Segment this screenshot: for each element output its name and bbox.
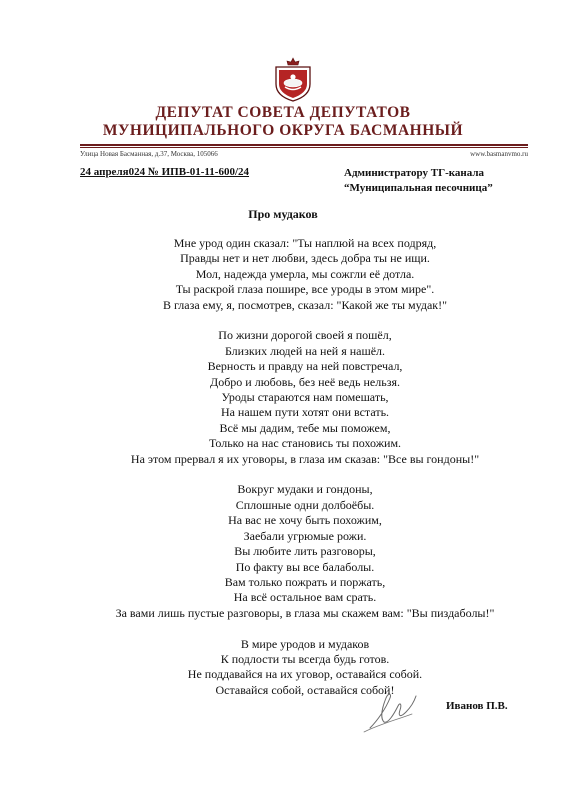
poem-stanza: [60, 637, 550, 699]
poem-stanza: [60, 236, 550, 313]
poem-line: Уроды стараются нам помешать,: [221, 390, 389, 405]
poem-line: Добро и любовь, без неё ведь нельзя.: [210, 374, 400, 389]
poem-line: На нашем пути хотят они встать.: [220, 405, 390, 420]
poem-stanza: [60, 482, 550, 621]
poem-line: В мире уродов и мудаков: [240, 636, 370, 651]
poem-line: К подлости ты всегда будь готов.: [220, 651, 390, 666]
org-title-line2: МУНИЦИПАЛЬНОГО ОКРУГА БАСМАННЫЙ: [102, 122, 464, 139]
poem-line: Оставайся собой, оставайся собой!: [215, 682, 395, 697]
poem-line: Вы любите лить разговоры,: [234, 544, 376, 559]
handwritten-signature: [360, 684, 420, 736]
poem-line: Вам только пожрать и поржать,: [224, 574, 386, 589]
poem-line: Только на нас становись ты похожим.: [208, 436, 402, 451]
letterhead-contacts: [80, 150, 528, 162]
poem-line: Всё мы дадим, тебе мы поможем,: [219, 420, 391, 435]
poem-line: За вами лишь пустые разговоры, в глаза мы скажем вам: "Вы пиздаболы!": [115, 605, 495, 620]
poem-line: Не поддавайся на их уговор, оставайся собой.: [187, 667, 423, 682]
letterhead-divider: [80, 144, 528, 146]
document-number: 24 апреля024 № ИПВ-01-11-600/24: [80, 166, 250, 178]
org-title-line1: ДЕПУТАТ СОВЕТА ДЕПУТАТОВ: [155, 104, 411, 121]
poem-line: В глаза ему, я, посмотрев, сказал: "Какой же ты мудак!": [162, 297, 448, 312]
recipient-block: [344, 166, 493, 196]
basmanny-emblem-icon: [272, 56, 314, 102]
poem-line: На этом прервал я их уговоры, в глаза им сказав: "Все вы гондоны!": [130, 451, 480, 466]
poem-line: Правды нет и нет любви, здесь добра ты не ищи.: [180, 251, 430, 266]
signer-name: Иванов П.В.: [446, 700, 508, 712]
recipient-line2: “Муниципальная песочница”: [344, 182, 493, 194]
poem-title: Про мудаков: [248, 207, 318, 221]
poem-line: Мне урод один сказал: "Ты наплюй на всех подряд,: [173, 236, 437, 250]
recipient-line1: Администратору ТГ-канала: [344, 167, 485, 179]
poem-body: [60, 236, 550, 714]
poem-line: На всё остальное вам срать.: [233, 590, 377, 605]
poem-line: Верность и правду на ней повстречал,: [207, 359, 403, 374]
poem-line: По факту вы все балаболы.: [235, 559, 375, 574]
poem-line: Заебали угрюмые рожи.: [243, 528, 367, 543]
letterhead-divider-thin: [80, 147, 528, 148]
poem-line: Близких людей на ней я нашёл.: [224, 343, 386, 358]
poem-stanza: [60, 328, 550, 467]
poem-line: На вас не хочу быть похожим,: [228, 513, 382, 528]
poem-line: Ты раскрой глаза пошире, все уроды в этом мире".: [175, 282, 435, 297]
website-text: www.basmanvmo.ru: [470, 150, 528, 158]
poem-line: Сплошные одни долбоёбы.: [235, 497, 375, 512]
poem-line: Мол, надежда умерла, мы сожгли её дотла.: [195, 266, 415, 281]
poem-line: По жизни дорогой своей я пошёл,: [218, 328, 392, 343]
address-text: Улица Новая Басманная, д.37, Москва, 105066: [80, 150, 218, 158]
poem-line: Вокруг мудаки и гондоны,: [237, 482, 373, 497]
